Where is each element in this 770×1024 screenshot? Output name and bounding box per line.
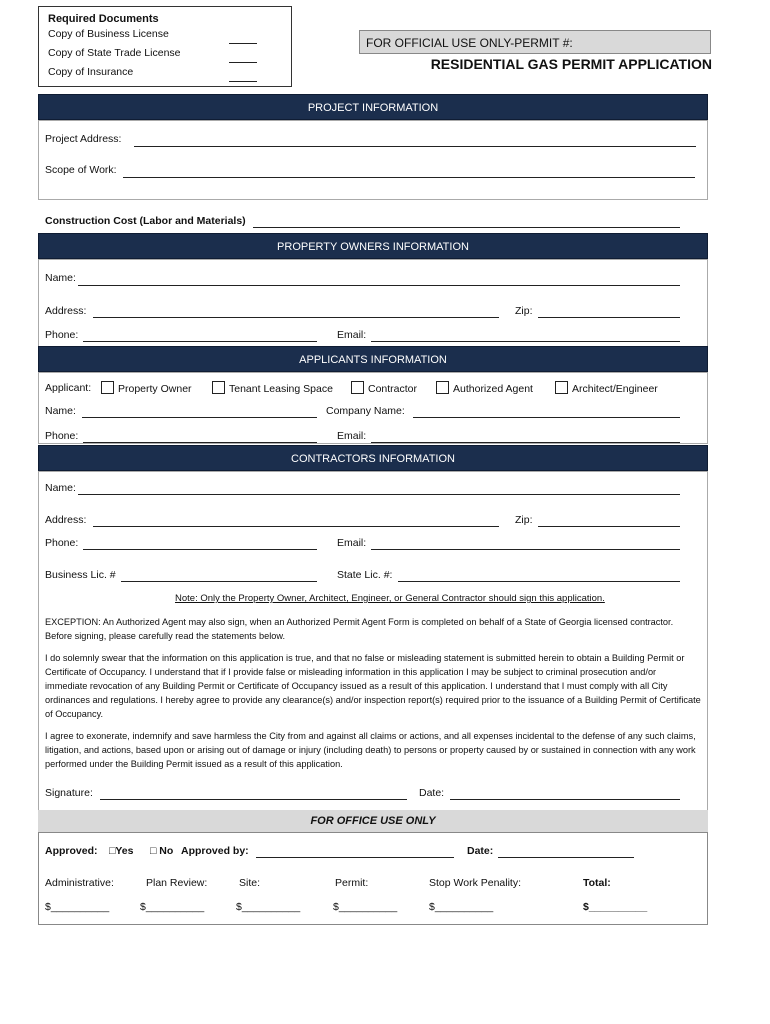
fee-amount-stop-work[interactable]: $__________ bbox=[429, 901, 494, 913]
signature-field[interactable] bbox=[100, 799, 407, 800]
required-documents-box bbox=[38, 6, 292, 87]
required-item: Copy of Insurance bbox=[48, 66, 134, 78]
business-lic-field[interactable] bbox=[121, 581, 317, 582]
contractors-header: CONTRACTORS INFORMATION bbox=[38, 445, 708, 471]
contractor-phone-field[interactable] bbox=[83, 549, 317, 550]
option-label: Property Owner bbox=[118, 383, 192, 395]
scope-label: Scope of Work: bbox=[45, 164, 117, 176]
applicant-phone-label: Phone: bbox=[45, 430, 79, 442]
applicant-email-label: Email: bbox=[337, 430, 367, 442]
option-label: Yes bbox=[115, 845, 134, 857]
signature-date-label: Date: bbox=[419, 787, 445, 799]
applicant-phone-field[interactable] bbox=[83, 442, 317, 443]
applicant-email-field[interactable] bbox=[371, 442, 680, 443]
company-name-label: Company Name: bbox=[326, 405, 405, 417]
fee-label-permit: Permit: bbox=[335, 877, 369, 889]
contractor-zip-field[interactable] bbox=[538, 526, 680, 527]
fee-label-plan-review: Plan Review: bbox=[146, 877, 208, 889]
checkbox[interactable] bbox=[351, 381, 364, 394]
fee-label-stop-work: Stop Work Penality: bbox=[429, 877, 522, 889]
fee-amount-permit[interactable]: $__________ bbox=[333, 901, 398, 913]
contractor-zip-label: Zip: bbox=[515, 514, 533, 526]
business-lic-label: Business Lic. # bbox=[45, 569, 116, 581]
construction-cost-label: Construction Cost (Labor and Materials) bbox=[45, 215, 246, 227]
scope-field[interactable] bbox=[123, 177, 695, 178]
signing-note: Note: Only the Property Owner, Architect, Engineer, or General Contractor should sign this application. bbox=[175, 593, 605, 604]
checkbox-icon: □ bbox=[150, 845, 157, 857]
checkbox-icon: □ bbox=[109, 845, 116, 857]
option-label: Architect/Engineer bbox=[572, 383, 658, 395]
company-name-field[interactable] bbox=[413, 417, 680, 418]
applicant-option-tenant[interactable] bbox=[212, 381, 333, 395]
owner-email-label: Email: bbox=[337, 329, 367, 341]
approved-yes-option[interactable] bbox=[109, 845, 133, 857]
contractor-email-field[interactable] bbox=[371, 549, 680, 550]
fee-amount-total[interactable]: $__________ bbox=[583, 901, 648, 913]
applicant-option-contractor[interactable] bbox=[351, 381, 417, 395]
state-lic-field[interactable] bbox=[398, 581, 680, 582]
contractor-email-label: Email: bbox=[337, 537, 367, 549]
owner-address-field[interactable] bbox=[93, 317, 499, 318]
approved-no-option[interactable] bbox=[150, 845, 173, 857]
fee-amount-administrative[interactable]: $__________ bbox=[45, 901, 110, 913]
approved-label: Approved: bbox=[45, 845, 98, 857]
exonerate-text: I agree to exonerate, indemnify and save harmless the City from and against all claims or actions, and all expenses incidental to the defense of any such claims, litigation, and actions, based upon or arising out of damage or injury (including death) to persons or property caused by or sustained in connection with any work performed under the Building Permit issued as a result of this application. bbox=[45, 731, 696, 769]
option-label: Authorized Agent bbox=[453, 383, 533, 395]
project-address-label: Project Address: bbox=[45, 133, 122, 145]
approved-by-label: Approved by: bbox=[181, 845, 249, 857]
fee-amount-site[interactable]: $__________ bbox=[236, 901, 301, 913]
contractor-phone-label: Phone: bbox=[45, 537, 79, 549]
owner-phone-label: Phone: bbox=[45, 329, 79, 341]
applicant-name-field[interactable] bbox=[82, 417, 317, 418]
state-lic-label: State Lic. #: bbox=[337, 569, 393, 581]
checkbox[interactable] bbox=[212, 381, 225, 394]
fee-amount-plan-review[interactable]: $__________ bbox=[140, 901, 205, 913]
approved-by-field[interactable] bbox=[256, 857, 454, 858]
option-label: Tenant Leasing Space bbox=[229, 383, 333, 395]
option-label: No bbox=[159, 845, 174, 857]
owners-panel bbox=[38, 259, 708, 347]
contractor-address-label: Address: bbox=[45, 514, 87, 526]
owner-address-label: Address: bbox=[45, 305, 87, 317]
signature-label: Signature: bbox=[45, 787, 93, 799]
project-panel bbox=[38, 120, 708, 200]
contractor-name-label: Name: bbox=[45, 482, 76, 494]
exception-text: EXCEPTION: An Authorized Agent may also sign, when an Authorized Permit Agent Form is completed on behalf of a State of Georgia licensed contractor. Before signing, please carefully read the statements below. bbox=[45, 617, 674, 641]
owner-name-label: Name: bbox=[45, 272, 76, 284]
fee-label-site: Site: bbox=[239, 877, 261, 889]
fee-label-total: Total: bbox=[583, 877, 611, 889]
contractor-address-field[interactable] bbox=[93, 526, 499, 527]
applicant-type-label: Applicant: bbox=[45, 382, 92, 394]
applicant-option-authorized-agent[interactable] bbox=[436, 381, 533, 395]
project-header: PROJECT INFORMATION bbox=[38, 94, 708, 120]
required-check-line[interactable] bbox=[229, 71, 257, 82]
owner-phone-field[interactable] bbox=[83, 341, 317, 342]
required-documents-title: Required Documents bbox=[48, 13, 159, 25]
checkbox[interactable] bbox=[555, 381, 568, 394]
owners-header: PROPERTY OWNERS INFORMATION bbox=[38, 233, 708, 259]
owner-email-field[interactable] bbox=[371, 341, 680, 342]
official-use-box[interactable]: FOR OFFICIAL USE ONLY-PERMIT #: bbox=[359, 30, 711, 54]
office-use-header: FOR OFFICE USE ONLY bbox=[38, 810, 708, 832]
required-check-line[interactable] bbox=[229, 33, 257, 44]
office-date-field[interactable] bbox=[498, 857, 634, 858]
required-item: Copy of State Trade License bbox=[48, 47, 181, 59]
applicant-option-property-owner[interactable] bbox=[101, 381, 192, 395]
required-item: Copy of Business License bbox=[48, 28, 169, 40]
option-label: Contractor bbox=[368, 383, 418, 395]
project-address-field[interactable] bbox=[134, 146, 696, 147]
applicant-option-architect[interactable] bbox=[555, 381, 658, 395]
contractor-name-field[interactable] bbox=[78, 494, 680, 495]
owner-zip-field[interactable] bbox=[538, 317, 680, 318]
swear-text: I do solemnly swear that the information on this application is true, and that no false or misleading statement is submitted herein to obtain a Building Permit or Certificate of Occupancy. I understand that if I provide false or misleading information in this application I may be subject to criminal prosecution and/or immediate revocation of any Building Permit or Certificate of Occupancy issued as a result of this application. I understand that I must comply with all City ordinances and regulations. I hereby agree to provide any clearance(s) and/or inspection report(s) required prior to the issuance of a Building Permit of Certificate of Occupancy. bbox=[45, 653, 701, 719]
office-date-label: Date: bbox=[467, 845, 494, 857]
fee-label-administrative: Administrative: bbox=[45, 877, 114, 889]
checkbox[interactable] bbox=[436, 381, 449, 394]
signature-date-field[interactable] bbox=[450, 799, 680, 800]
owner-name-field[interactable] bbox=[78, 285, 680, 286]
owner-zip-label: Zip: bbox=[515, 305, 533, 317]
applicants-header: APPLICANTS INFORMATION bbox=[38, 346, 708, 372]
applicant-name-label: Name: bbox=[45, 405, 76, 417]
checkbox[interactable] bbox=[101, 381, 114, 394]
construction-cost-field[interactable] bbox=[253, 227, 680, 228]
required-check-line[interactable] bbox=[229, 52, 257, 63]
form-title: RESIDENTIAL GAS PERMIT APPLICATION bbox=[430, 56, 712, 72]
